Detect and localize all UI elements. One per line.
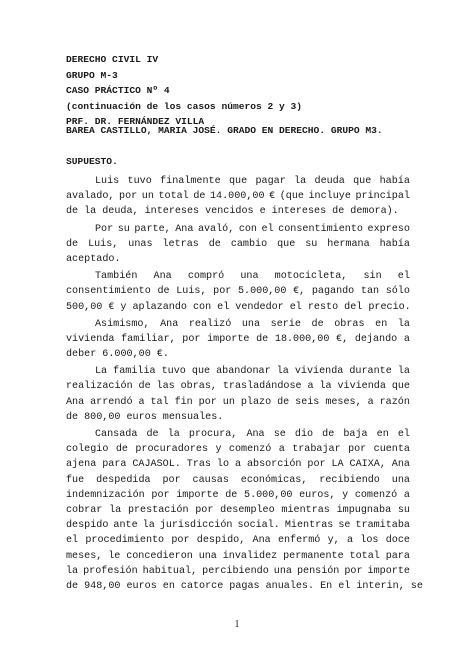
- text-line: indemnización por importe de 5.000,00 euros, y comenzó a: [66, 489, 410, 501]
- paragraph: [66, 269, 410, 315]
- document-body: [66, 162, 423, 596]
- text-line: de 948,00 euros en catorce pagas anuales. En el interin, se: [66, 580, 423, 592]
- student-line: BAREA CASTILLO, MARIA JOSÉ. GRADO EN DERECHO. GRUPO M3.: [66, 125, 383, 136]
- section-title: SUPUESTO.: [66, 156, 118, 167]
- paragraph: [66, 427, 423, 594]
- header-line: (continuación de los casos números 2 y 3): [66, 100, 303, 112]
- text-line: cobrar la prestación por desempleo mientras impugnaba su: [66, 504, 410, 516]
- text-line: Por su parte, Ana avaló, con el consentimiento expreso: [95, 223, 410, 235]
- document-header: [66, 52, 406, 130]
- text-line: aceptado.: [66, 253, 121, 265]
- text-line: colegio de procuradores y comenzó a trabajar por cuenta: [66, 444, 410, 456]
- page-number: 1: [234, 619, 240, 630]
- header-line: PRF. DR. FERNÁNDEZ VILLA: [66, 116, 205, 128]
- text-line: deber 6.000,00 €.: [66, 349, 169, 361]
- paragraph: [66, 364, 410, 425]
- paragraph: [66, 222, 410, 268]
- text-line: 500,00 € y aplazando con el vendedor el resto del precio.: [66, 301, 411, 313]
- header-line: GRUPO M-3: [66, 69, 118, 81]
- text-line: Cansada de la procura, Ana se dio de baja en el: [95, 429, 410, 440]
- paragraph: [66, 174, 410, 220]
- text-line: la profesión habitual, percibiendo una pensión por importe: [66, 565, 410, 577]
- header-line: CASO PRÁCTICO Nº 4: [66, 85, 170, 97]
- text-line: consentimiento de Luis, por 5.000,00 €, pagando tan sólo: [66, 286, 410, 298]
- text-line: También Ana compró una motocicleta, sin el: [95, 271, 410, 283]
- text-line: ajena para CAJASOL. Tras lo a absorción por LA CAIXA, Ana: [66, 459, 410, 471]
- paragraph: [66, 317, 410, 363]
- text-line: Luis tuvo finalmente que pagar la deuda que había: [95, 176, 410, 187]
- header-line: DERECHO CIVIL IV: [66, 54, 159, 65]
- text-line: de 800,00 euros mensuales.: [66, 411, 224, 423]
- text-line: despido ante la jurisdicción social. Mientras se tramitaba: [66, 520, 410, 532]
- text-line: de la deuda, intereses vencidos e intereses de demora).: [66, 206, 399, 218]
- text-line: Ana arrendó a tal fin por un plazo de seis meses, a razón: [66, 396, 410, 408]
- text-line: de Luis, unas letras de cambio que su hermana había: [66, 238, 410, 250]
- text-line: Asimismo, Ana realizó una serie de obras en la: [95, 318, 410, 330]
- text-line: vivienda familiar, por importe de 18.000,00 €, dejando a: [66, 333, 410, 345]
- text-line: fue despedida por causas económicas, recibiendo una: [66, 474, 410, 486]
- text-line: avalado, por un total de 14.000,00 € (que incluye principal: [66, 191, 410, 203]
- text-line: La familia tuvo que abandonar la vivienda durante la: [95, 366, 410, 378]
- text-line: meses, le concedieron una invalidez permanente total para: [66, 550, 410, 562]
- text-line: realización de las obras, trasladándose a la vivienda que: [66, 381, 410, 393]
- text-line: el procedimiento por despido, Ana enfermó y, a los doce: [66, 535, 410, 547]
